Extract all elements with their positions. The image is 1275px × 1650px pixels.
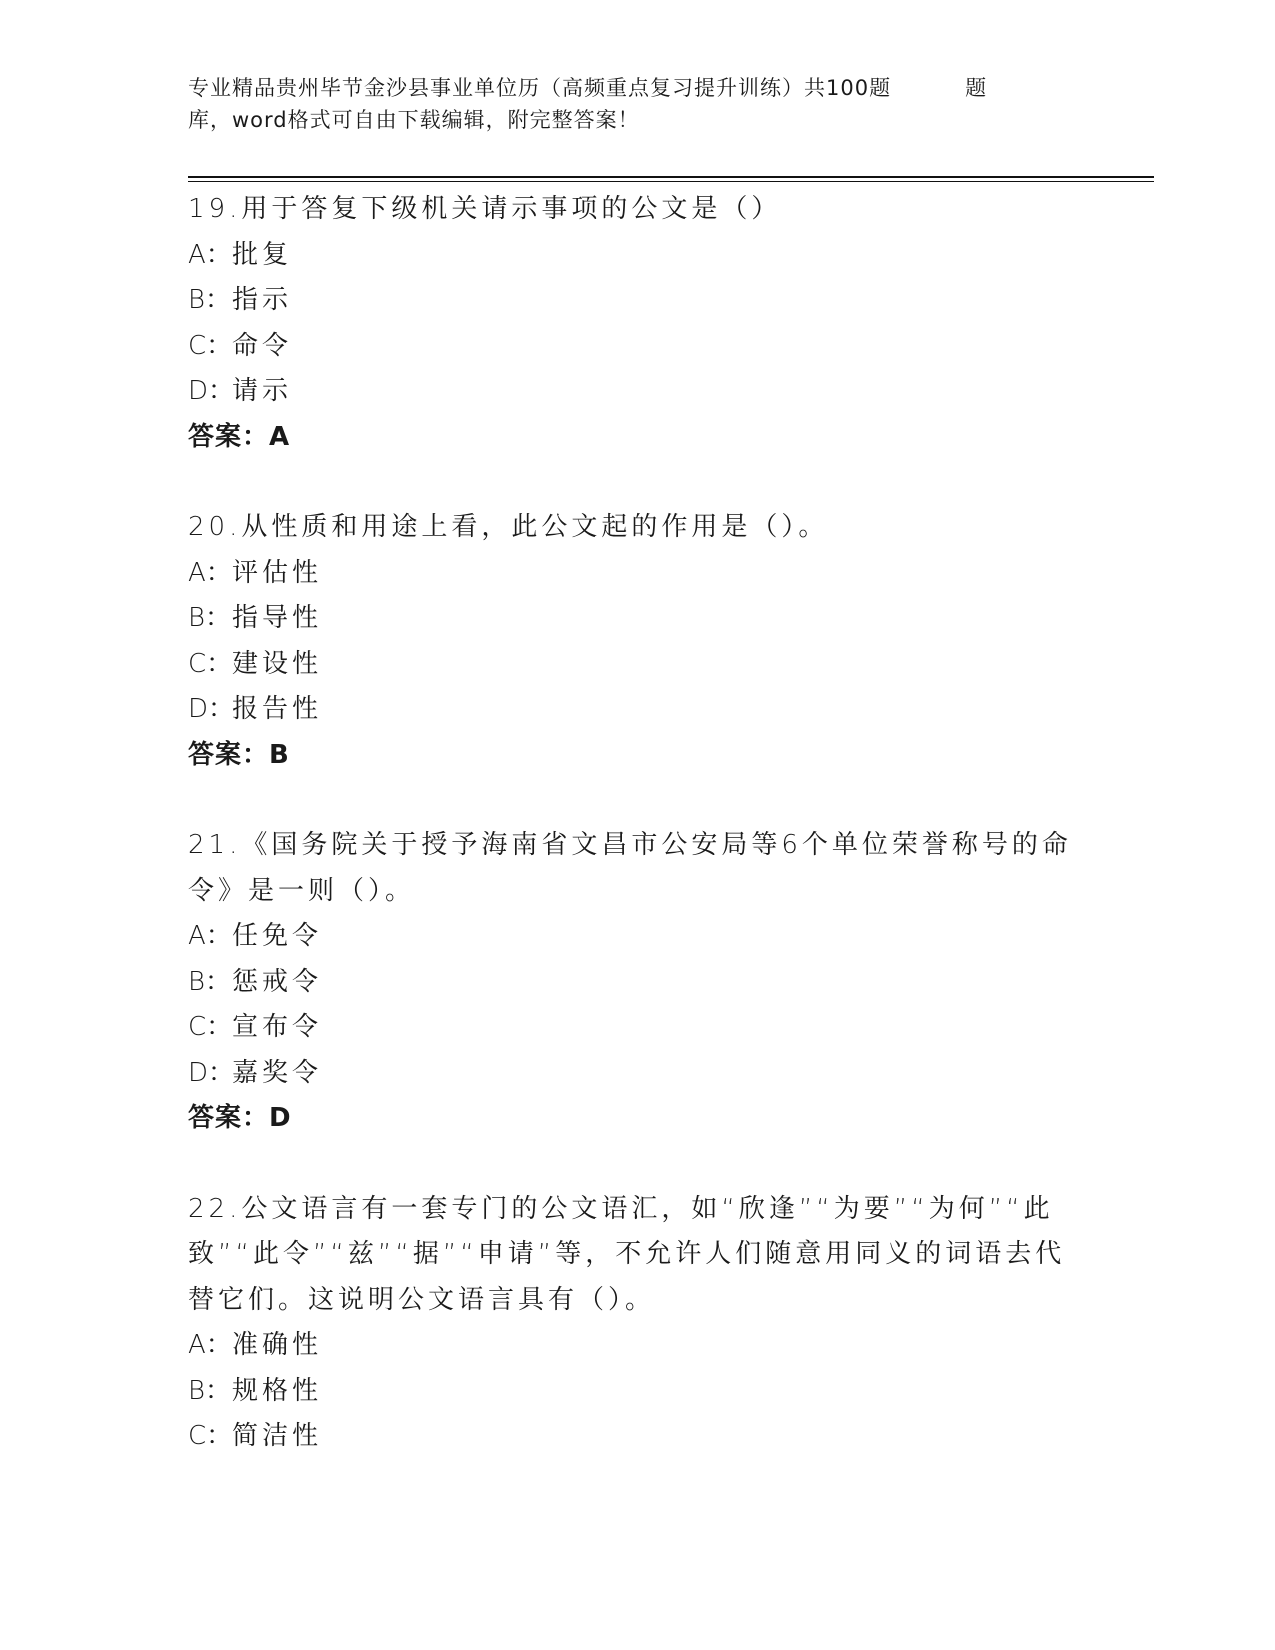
question-stem: 21.《国务院关于授予海南省文昌市公安局等6个单位荣誉称号的命令》是一则（）。 bbox=[188, 830, 1072, 906]
option-key: A： bbox=[188, 921, 232, 951]
question-stem: 19.用于答复下级机关请示事项的公文是（） bbox=[188, 194, 782, 224]
option-text: 宣布令 bbox=[232, 1012, 323, 1042]
option-b bbox=[188, 278, 1088, 324]
option-b bbox=[188, 1369, 1088, 1415]
option-key: D： bbox=[188, 376, 235, 406]
option-text: 命令 bbox=[232, 330, 293, 361]
option-text: 评估性 bbox=[232, 557, 323, 588]
option-key: B： bbox=[188, 966, 232, 997]
option-text: 准确性 bbox=[232, 1330, 323, 1360]
option-text: 任免令 bbox=[232, 921, 323, 951]
question-21 bbox=[188, 823, 1088, 1142]
option-text: 建设性 bbox=[232, 648, 323, 679]
option-key: A： bbox=[188, 557, 232, 588]
answer-line: 答案：A bbox=[188, 421, 291, 452]
option-d bbox=[188, 369, 1088, 415]
option-d bbox=[188, 687, 1088, 733]
header-line-2: 库，word格式可自由下载编辑，附完整答案！ bbox=[188, 108, 640, 132]
option-c bbox=[188, 324, 1088, 370]
option-key: B： bbox=[188, 1375, 232, 1406]
option-a bbox=[188, 233, 1088, 279]
option-key: C： bbox=[188, 1012, 233, 1042]
question-22 bbox=[188, 1187, 1088, 1460]
option-key: B： bbox=[188, 285, 232, 315]
question-stem: 20.从性质和用途上看，此公文起的作用是（）。 bbox=[188, 512, 829, 542]
option-c bbox=[188, 1414, 1088, 1460]
document-header bbox=[188, 72, 1088, 136]
option-text: 指导性 bbox=[232, 603, 323, 633]
option-key: A： bbox=[188, 239, 232, 270]
option-a bbox=[188, 914, 1088, 960]
option-key: D： bbox=[188, 694, 235, 724]
header-divider-thick bbox=[188, 176, 1154, 178]
option-key: A： bbox=[188, 1330, 232, 1360]
header-title-text: 专业精品贵州毕节金沙县事业单位历（高频重点复习提升训练）共100题 bbox=[188, 76, 892, 100]
option-text: 指示 bbox=[232, 285, 293, 315]
question-20 bbox=[188, 505, 1088, 778]
option-text: 嘉奖令 bbox=[232, 1057, 323, 1088]
option-key: D： bbox=[188, 1057, 235, 1088]
option-a bbox=[188, 551, 1088, 597]
option-text: 报告性 bbox=[232, 694, 323, 724]
option-b bbox=[188, 596, 1088, 642]
option-text: 惩戒令 bbox=[232, 966, 323, 997]
header-line-1 bbox=[188, 72, 1088, 104]
option-key: C： bbox=[188, 648, 233, 679]
option-c bbox=[188, 1005, 1088, 1051]
question-stem: 22.公文语言有一套专门的公文语汇，如“欣逢”“为要”“为何”“此致”“此令”“兹”“据”“申请”等，不允许人们随意用同义的词语去代替它们。这说明公文语言具有（）。 bbox=[188, 1193, 1066, 1315]
question-19 bbox=[188, 187, 1088, 460]
option-text: 简洁性 bbox=[232, 1421, 323, 1451]
option-text: 规格性 bbox=[232, 1375, 323, 1406]
option-c bbox=[188, 642, 1088, 688]
option-text: 请示 bbox=[232, 376, 293, 406]
option-b bbox=[188, 960, 1088, 1006]
option-a bbox=[188, 1323, 1088, 1369]
option-d bbox=[188, 1051, 1088, 1097]
option-text: 批复 bbox=[232, 239, 293, 270]
answer-line: 答案：B bbox=[188, 739, 290, 770]
option-key: C： bbox=[188, 330, 233, 361]
option-key: B： bbox=[188, 603, 232, 633]
option-key: C： bbox=[188, 1421, 233, 1451]
question-list bbox=[188, 187, 1088, 1505]
header-divider-thin bbox=[188, 181, 1154, 182]
header-title-trail: 题 bbox=[965, 76, 988, 100]
answer-line: 答案：D bbox=[188, 1103, 292, 1133]
